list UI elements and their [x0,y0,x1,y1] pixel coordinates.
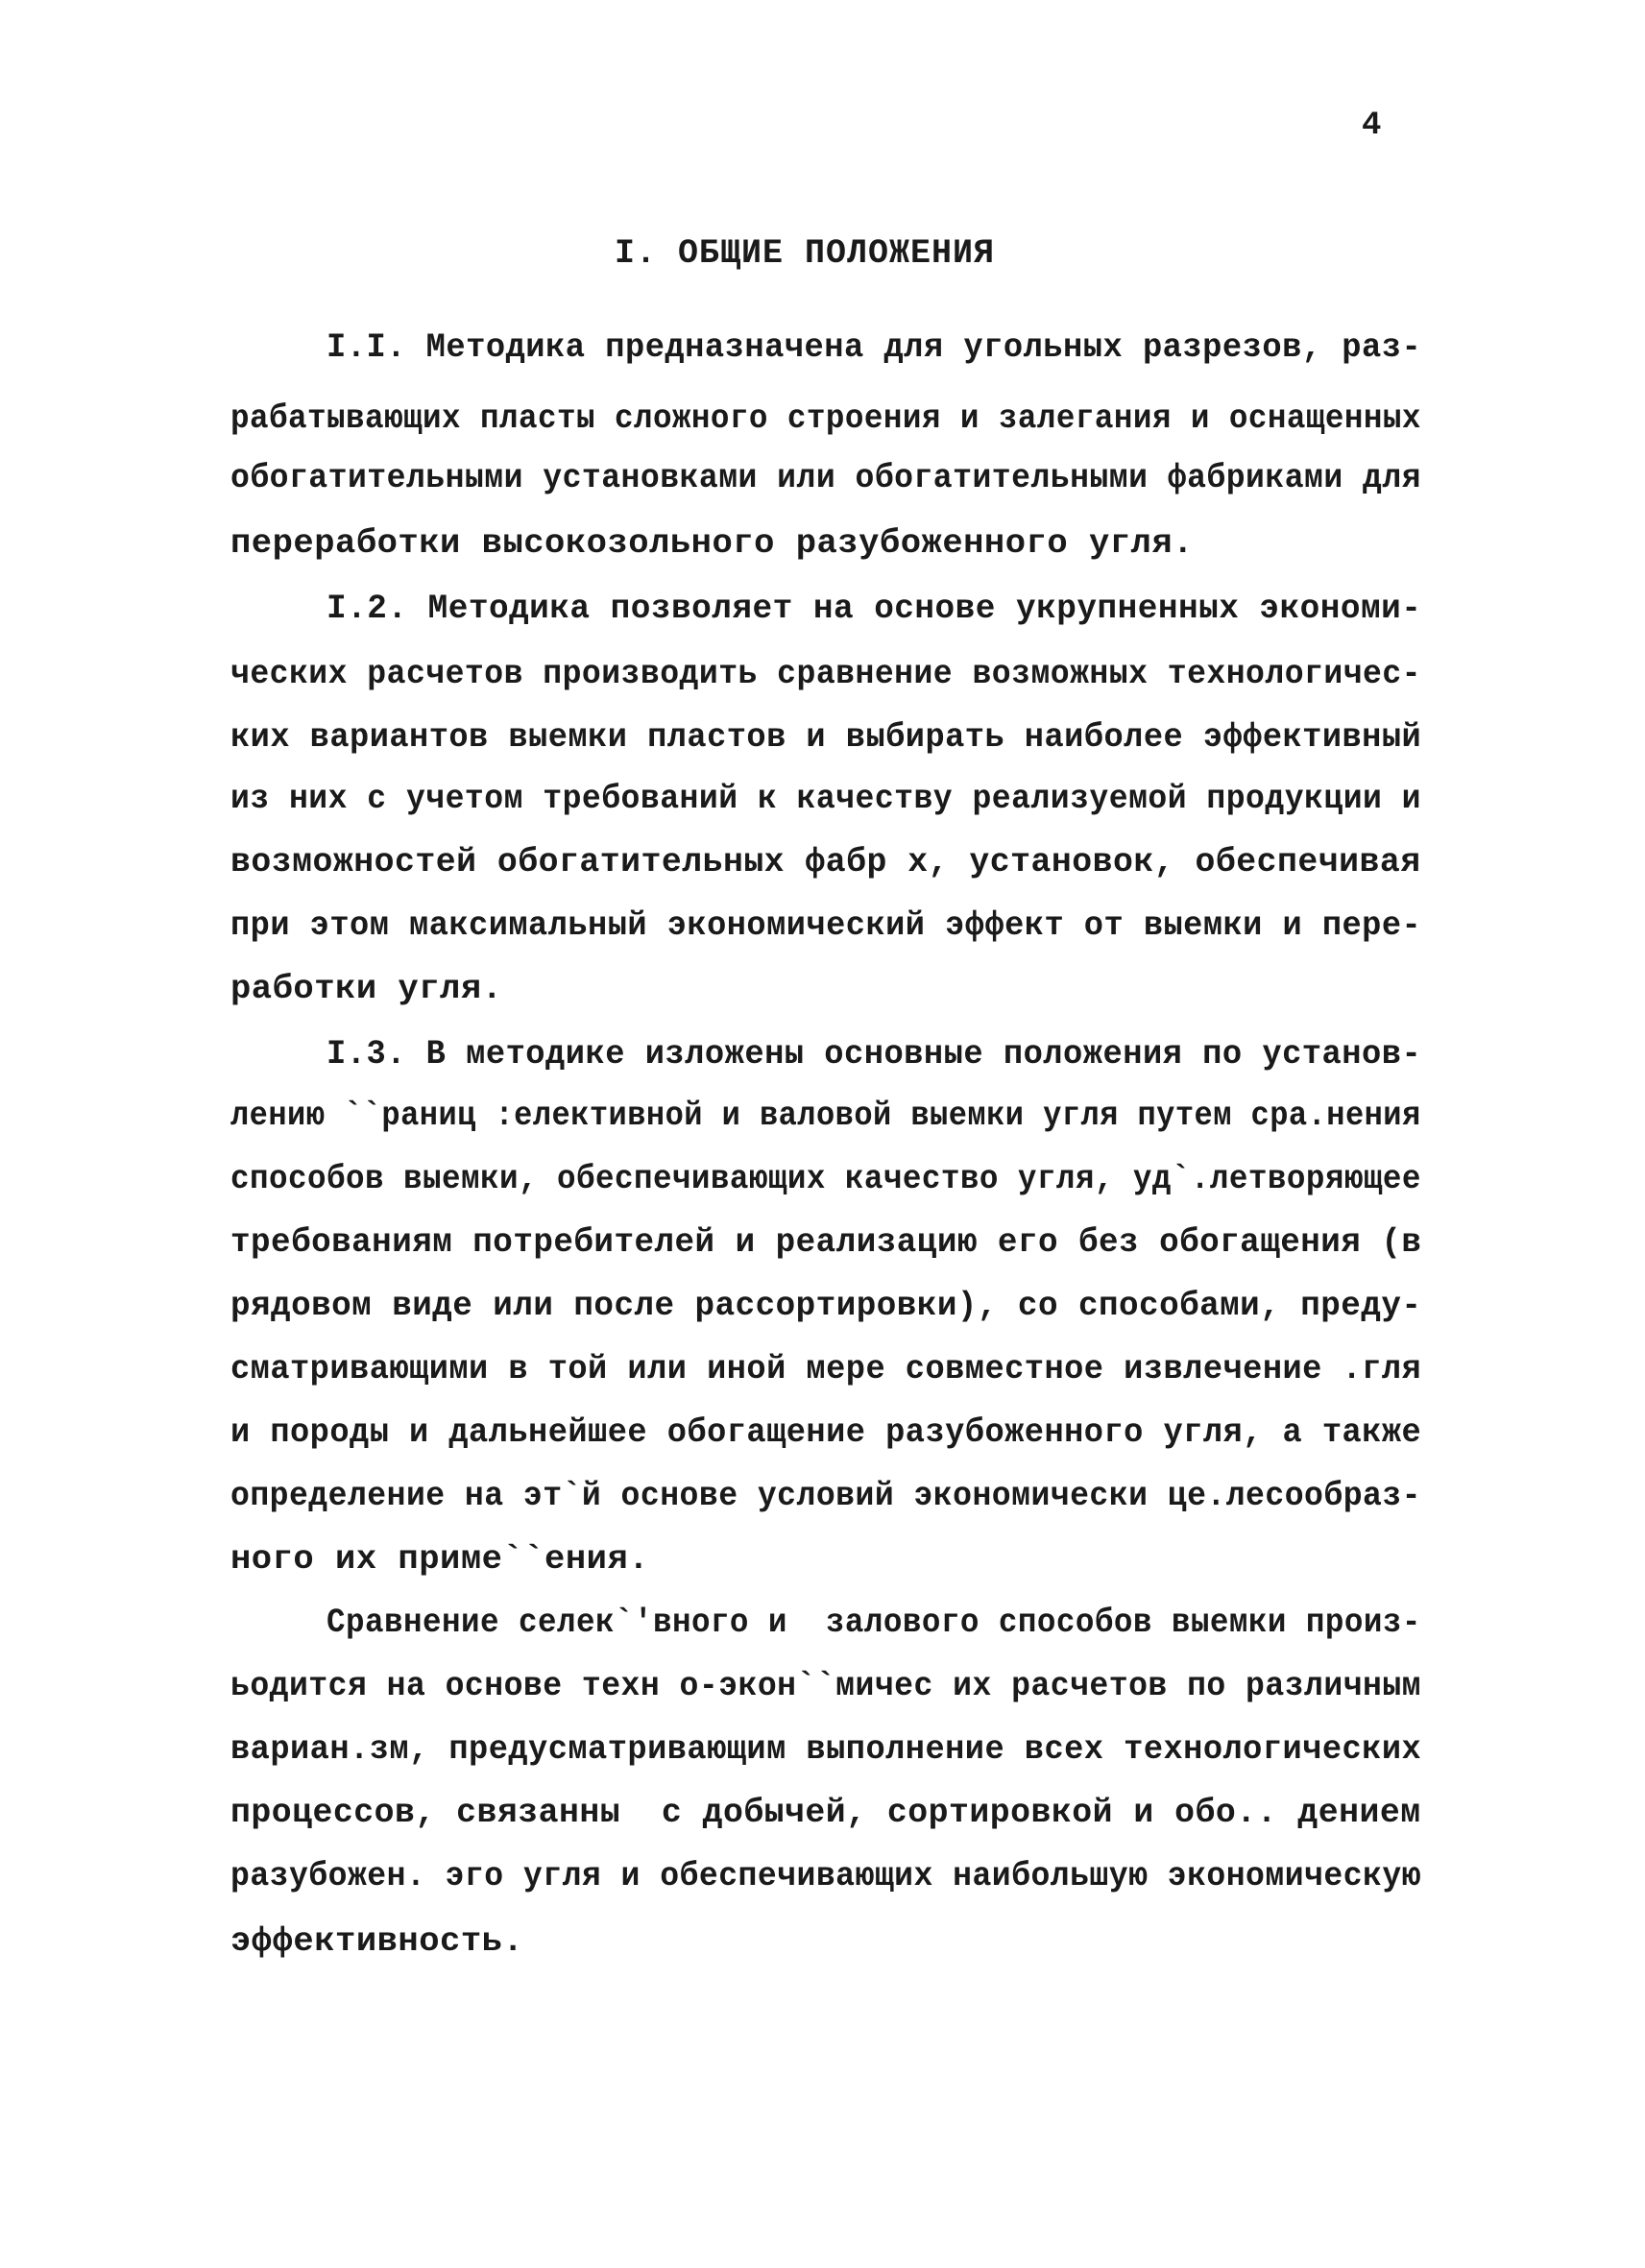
text-line: Сравнение селек`'вного и залового способов выемки произ- [327,1603,1421,1642]
text-line: I.2. Методика позволяет на основе укрупненных экономи- [327,589,1422,628]
text-line: обогатительными установками или обогатительными фабриками для [230,458,1422,497]
text-line: эффективность. [230,1921,524,1961]
text-line: разубожен. эго угля и обеспечивающих наибольшую экономическую [230,1856,1422,1895]
text-line: определение на эт`й основе условий экономически це.лесообраз- [230,1476,1422,1515]
page-number: 4 [1362,108,1382,144]
text-line: ких вариантов выемки пластов и выбирать наиболее эффективный [230,717,1422,757]
text-line: I.I. Методика предназначена для угольных разрезов, раз- [327,327,1422,367]
text-line: I.3. В методике изложены основные положения по установ- [327,1034,1422,1074]
text-line: из них с учетом требований к качеству реализуемой продукции и [230,779,1422,818]
text-line: требованиям потребителей и реализацию его без обогащения (в [230,1222,1422,1262]
text-line: работки угля. [230,969,503,1008]
text-line: и породы и дальнейшее обогащение разубоженного угля, а также [230,1412,1422,1452]
text-line: ьодится на основе техн о-экон``мичес их расчетов по различным [230,1666,1422,1705]
text-line: рядовом виде или после рассортировки), со способами, преду- [230,1286,1422,1325]
text-line: рабатывающих пласты сложного строения и залегания и оснащенных [230,398,1421,438]
text-line: лению ``раниц :елективной и валовой выемки угля путем сра.нения [230,1096,1421,1135]
section-title: I. ОБЩИЕ ПОЛОЖЕНИЯ [615,234,996,273]
text-line: ного их приме``ения. [230,1539,650,1579]
text-line: сматривающими в той или иной мере совместное извлечение .гля [230,1349,1422,1388]
text-line: переработки высокозольного разубоженного угля. [230,523,1194,563]
text-line: вариан.зм, предусматривающим выполнение всех технологических [230,1729,1422,1769]
text-line: ческих расчетов производить сравнение возможных технологичес- [230,654,1422,693]
text-line: возможностей обогатительных фабр х, установок, обеспечивая [230,842,1421,881]
text-line: при этом максимальный экономический эффект от выемки и пере- [230,905,1422,945]
text-line: способов выемки, обеспечивающих качество угля, уд`.летворяющее [230,1159,1421,1198]
text-line: процессов, связанны с добычей, сортировкой и обо.. дением [230,1793,1421,1832]
